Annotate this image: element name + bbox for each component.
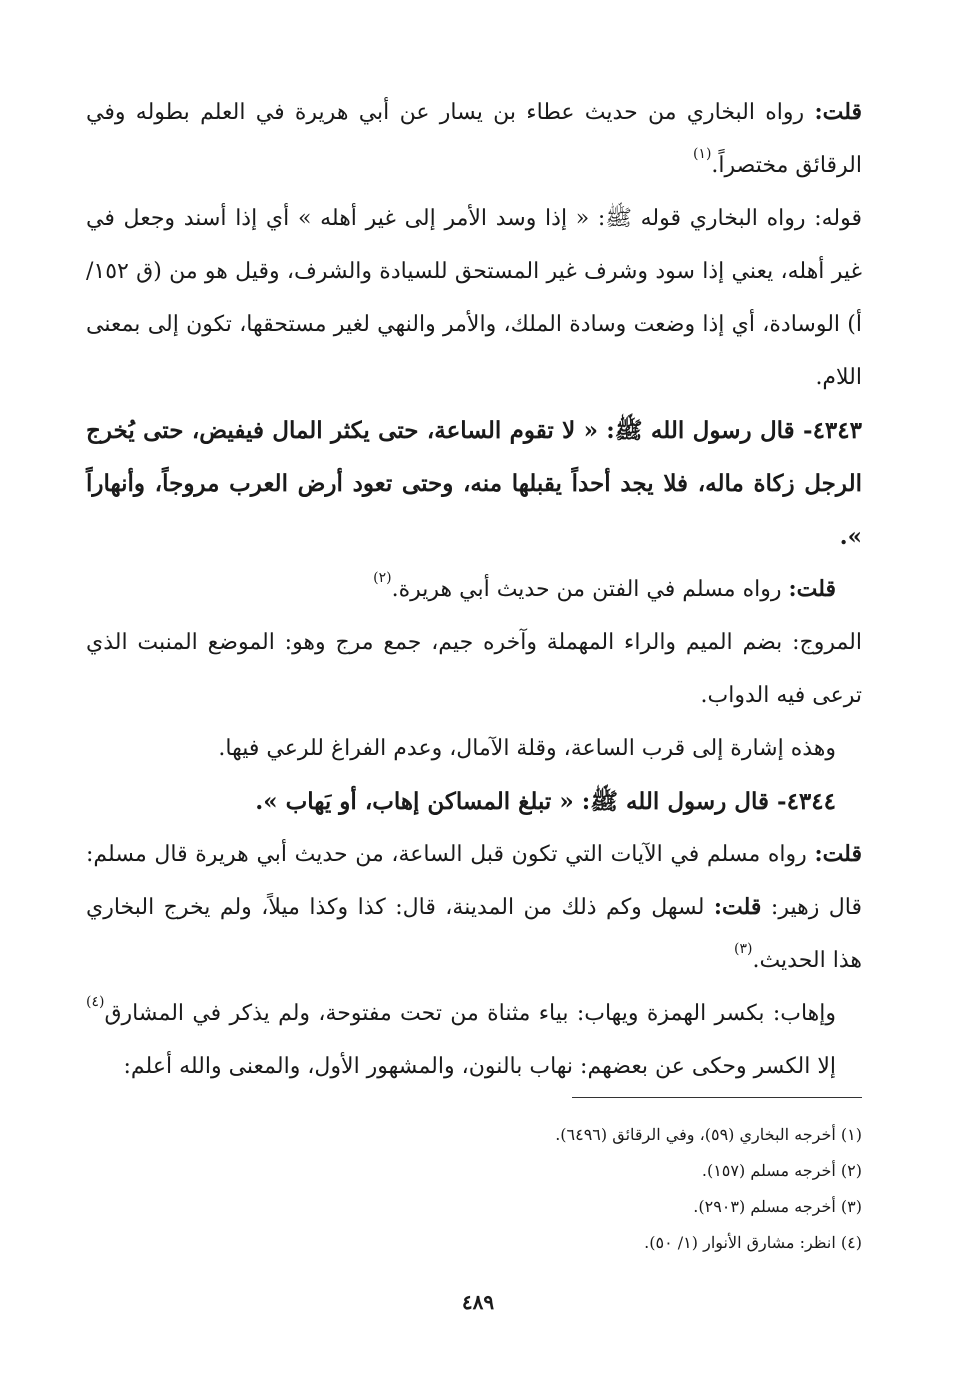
paragraph-text: رواه مسلم في الآيات التي تكون قبل الساعة، من حديث أبي هريرة قال مسلم: قال زهير: [86, 842, 862, 920]
paragraph-text: المروج: بضم الميم والراء المهملة وآخره جيم، جمع مرج وهو: الموضع المنبت الذي ترعى فيه الدواب. [86, 630, 862, 708]
footnote-divider [572, 1097, 862, 1098]
paragraph-text: رواه مسلم في الفتن من حديث أبي هريرة. [391, 577, 782, 602]
qult-label-inline: قلت: [713, 894, 762, 920]
paragraph-4 [86, 616, 862, 722]
footnote-2: (٢) أخرجه مسلم (١٥٧). [701, 1161, 862, 1180]
footnote-1: (١) أخرجه البخاري (٥٩)، وفي الرقائق (٦٤٩٦). [555, 1125, 862, 1144]
paragraph-text: قوله: رواه البخاري قوله ﷺ: « إذا وسد الأمر إلى غير أهله » أي إذا أسند وجعل في غير أهله، يعني إذا سود وشرف غير المستحق للسيادة والشرف، وقيل هو من (ق ١٥٢/أ) الوسادة، أي إذا وضعت وسادة الملك، والأمر والنهي لغير مستحقها، تكون إلى بمعنى اللام. [86, 206, 862, 390]
footnote-ref-3[interactable]: (٣) [733, 941, 753, 957]
hadith-4344: ٤٣٤٤- قال رسول الله ﷺ: « تبلغ المساكن إهاب، أو يَهاب ». [255, 788, 836, 815]
paragraph-text: وهذه إشارة إلى قرب الساعة، وقلة الآمال، وعدم الفراغ للرعي فيها. [218, 736, 836, 761]
paragraph-7 [86, 987, 862, 1093]
qult-label: قلت: [814, 841, 862, 867]
paragraph-5 [86, 722, 862, 775]
footnote-3: (٣) أخرجه مسلم (٢٩٠٣). [693, 1197, 862, 1216]
footnote-ref-2[interactable]: (٢) [373, 570, 392, 586]
page-number: ٤٨٩ [461, 1290, 495, 1314]
footnote-ref-4[interactable]: (٤) [86, 994, 105, 1010]
main-text [86, 86, 862, 1093]
hadith-4343: ٤٣٤٣- قال رسول الله ﷺ: « لا تقوم الساعة، حتى يكثر المال فيفيض، حتى يُخرج الرجل زكاة ماله، فلا يجد أحداً يقبلها منه، وحتى تعود أرض العرب مروجاً، وأنهاراً ». [86, 417, 862, 550]
paragraph-text: إلا الكسر وحكى عن بعضهم: نهاب بالنون، والمشهور الأول، والمعنى والله أعلم: [123, 1054, 836, 1079]
paragraph-3 [86, 563, 862, 616]
paragraph-2 [86, 192, 862, 404]
paragraph-6 [86, 828, 862, 987]
paragraph-1 [86, 86, 862, 192]
footnotes [86, 1117, 862, 1261]
qult-label: قلت: [814, 99, 862, 125]
qult-label: قلت: [788, 576, 836, 602]
footnote-4: (٤) انظر: مشارق الأنوار (١/ ٥٠). [644, 1233, 862, 1252]
paragraph-text: لسهل وكم ذلك من المدينة، قال: كذا وكذا ميلاً، ولم يخرج البخاري هذا الحديث. [86, 895, 862, 973]
footnote-ref-1[interactable]: (١) [692, 146, 712, 162]
paragraph-text: وإهاب: بكسر الهمزة ويهاب: بياء مثناة من تحت مفتوحة، ولم يذكر في المشارق [104, 1001, 836, 1026]
paragraph-text: رواه البخاري من حديث عطاء بن يسار عن أبي هريرة في العلم بطوله وفي الرقائق مختصراً. [86, 100, 862, 178]
